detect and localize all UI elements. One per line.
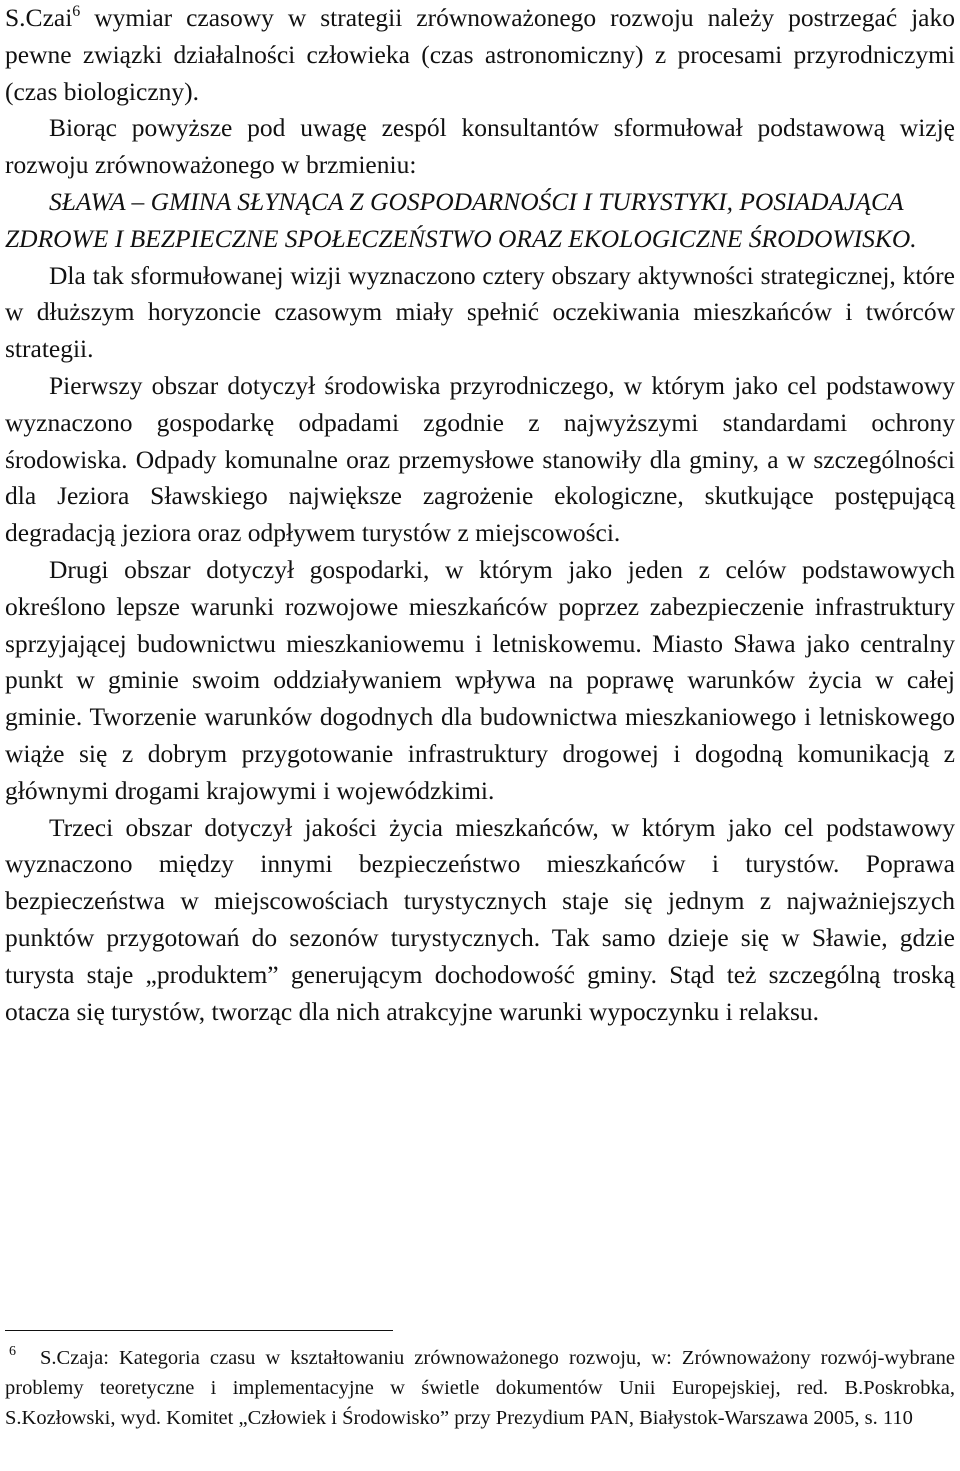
footnote-reference: 6 bbox=[72, 3, 81, 20]
paragraph-1 bbox=[5, 0, 955, 110]
footnote bbox=[5, 1343, 955, 1433]
main-text bbox=[5, 0, 955, 1030]
document-page bbox=[5, 0, 955, 1429]
paragraph-3: Dla tak sformułowanej wizji wyznaczono cztery obszary aktywności strategicznej, które w dłuższym horyzoncie czasowym miały spełnić oczekiwania mieszkańców i twórców strategii. bbox=[5, 260, 955, 364]
footnote-text: S.Czaja: Kategoria czasu w kształtowaniu zrównoważonego rozwoju, w: Zrównoważony rozwój-wybrane problemy teoretyczne i implementacyjne w świetle dokumentów Unii Europejskiej, red. B.Poskrobka, S.Kozłowski, wyd. Komitet „Człowiek i Środowisko” przy Prezydium PAN, Białystok-Warszawa 2005, s. 110 bbox=[5, 1347, 955, 1429]
paragraph-5: Drugi obszar dotyczył gospodarki, w którym jako jeden z celów podstawowych określono lepsze warunki rozwojowe mieszkańców poprzez zabezpieczenie infrastruktury sprzyjającej budownictwu mieszkaniowemu i letniskowemu. Miasto Sława jako centralny punkt w gminie swoim oddziaływaniem wpływa na poprawę warunków życia w całej gminie. Tworzenie warunków dogodnych dla budownictwa mieszkaniowego i letniskowego wiąże się z dobrym przygotowanie infrastruktury drogowej i dogodną komunikacją z głównymi drogami krajowymi i wojewódzkimi. bbox=[5, 554, 955, 805]
footnote-separator bbox=[5, 1330, 393, 1331]
paragraph-2: Biorąc powyższe pod uwagę zespól konsultantów sformułował podstawową wizję rozwoju zrównoważonego w brzmieniu: bbox=[5, 113, 955, 180]
paragraph-1-lead: S.Czai bbox=[5, 3, 73, 32]
paragraph-4: Pierwszy obszar dotyczył środowiska przyrodniczego, w którym jako cel podstawowy wyznaczono gospodarkę odpadami zgodnie z najwyższymi standardami ochrony środowiska. Odpady komunalne oraz przemysłowe stanowiły dla gminy, a w szczególności dla Jeziora Sławskiego największe zagrożenie ekologiczne, skutkujące postępującą degradacją jeziora oraz odpływem turystów z miejscowości. bbox=[5, 370, 955, 548]
footnote-mark: 6 bbox=[9, 1344, 16, 1359]
vision-statement: SŁAWA – GMINA SŁYNĄCA Z GOSPODARNOŚCI I TURYSTYKI, POSIADAJĄCA ZDROWE I BEZPIECZNE SPOŁECZEŃSTWO ORAZ EKOLOGICZNE ŚRODOWISKO. bbox=[5, 186, 917, 253]
paragraph-6: Trzeci obszar dotyczył jakości życia mieszkańców, w którym jako cel podstawowy wyznaczono między innymi bezpieczeństwo mieszkańców i turystów. Poprawa bezpieczeństwa w miejscowościach turystycznych staje się jednym z najważniejszych punktów przygotowań do sezonów turystycznych. Tak samo dzieje się w Sławie, gdzie turysta staje „produktem” generującym dochodowość gminy. Stąd też szczególną troską otacza się turystów, tworząc dla nich atrakcyjne warunki wypoczynku i relaksu. bbox=[5, 812, 955, 1026]
paragraph-1-rest: wymiar czasowy w strategii zrównoważonego rozwoju należy postrzegać jako pewne związki działalności człowieka (czas astronomiczny) z procesami przyrodniczymi (czas biologiczny). bbox=[5, 3, 955, 106]
